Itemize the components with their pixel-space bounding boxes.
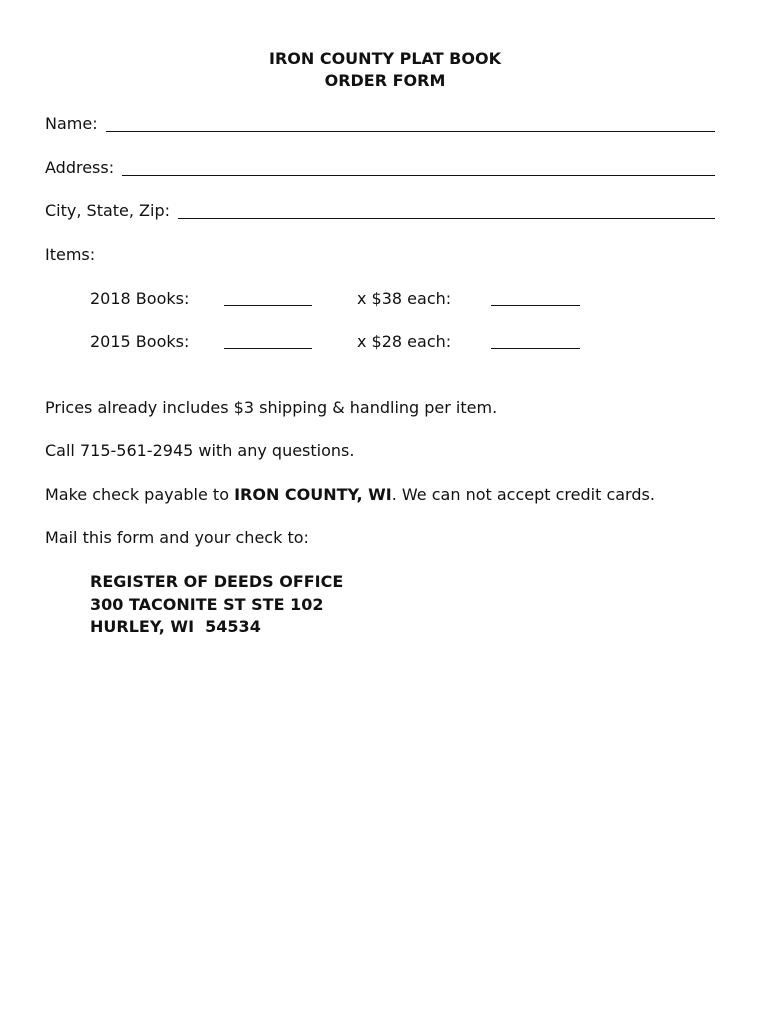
address-line-1: REGISTER OF DEEDS OFFICE — [90, 572, 344, 591]
form-title: IRON COUNTY PLAT BOOK — [269, 49, 501, 68]
mailing-address — [90, 571, 343, 639]
item-label-2018: 2018 Books: — [90, 289, 190, 308]
call-note: Call 715-561-2945 with any questions. — [45, 441, 355, 460]
city-state-zip-field-row — [45, 199, 715, 223]
check-note — [45, 484, 655, 506]
address-line-2: 300 TACONITE ST STE 102 — [90, 594, 324, 614]
form-subtitle: ORDER FORM — [324, 71, 446, 90]
total-field-2015[interactable] — [491, 348, 580, 349]
items-label: Items: — [45, 245, 96, 264]
item-label-2015: 2015 Books: — [90, 332, 190, 351]
check-note-prefix: Make check payable to — [45, 485, 235, 504]
quantity-field-2018[interactable] — [224, 305, 312, 306]
shipping-note: Prices already includes $3 shipping & handling per item. — [45, 398, 498, 417]
address-line-3: HURLEY, WI 54534 — [90, 617, 261, 636]
mail-note: Mail this form and your check to: — [45, 528, 309, 547]
city-state-zip-label: City, State, Zip: — [45, 201, 171, 220]
item-row-2015 — [90, 331, 690, 355]
total-field-2018[interactable] — [491, 305, 580, 306]
item-row-2018 — [90, 288, 690, 312]
check-note-suffix: . We can not accept credit cards. — [391, 485, 655, 504]
address-label: Address: — [45, 158, 115, 177]
address-field[interactable] — [122, 155, 715, 176]
check-payee: IRON COUNTY, WI — [234, 485, 392, 504]
city-state-zip-field[interactable] — [178, 198, 715, 219]
quantity-field-2015[interactable] — [224, 348, 312, 349]
name-field[interactable] — [106, 111, 715, 132]
name-field-row — [45, 112, 715, 136]
address-field-row — [45, 156, 715, 180]
item-price-2018: x $38 each: — [357, 289, 452, 308]
item-price-2015: x $28 each: — [357, 332, 452, 351]
name-label: Name: — [45, 114, 98, 133]
